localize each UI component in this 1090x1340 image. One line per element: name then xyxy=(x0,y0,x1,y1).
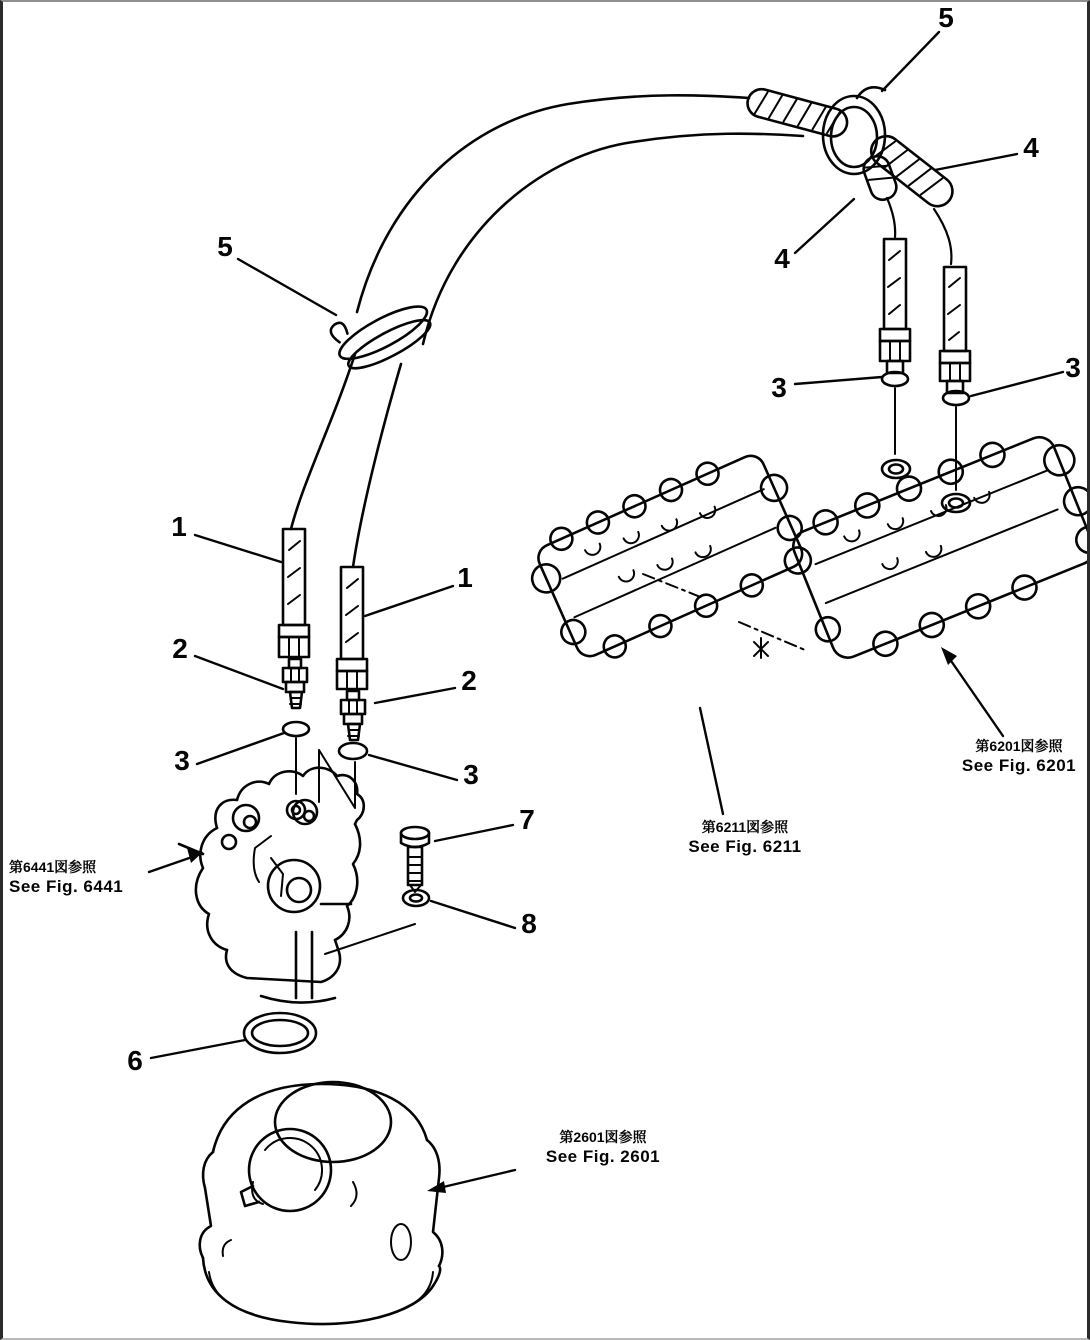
callout-6: 6 xyxy=(127,1045,143,1076)
callout-3-left-b: 3 xyxy=(463,759,479,790)
bolt-7 xyxy=(401,827,429,892)
hose-end-left-2 xyxy=(337,567,367,689)
hose-left-drop xyxy=(291,354,401,567)
control-valve-6211 xyxy=(517,436,823,676)
hose-tail-to-left-tube xyxy=(887,198,895,237)
elbow-fitting-left-2 xyxy=(341,691,365,740)
figref-6441 xyxy=(9,858,123,897)
o-ring-6 xyxy=(244,1013,316,1053)
hose-end-right-2 xyxy=(940,267,970,393)
callout-3-right-b: 3 xyxy=(1065,352,1081,383)
callout-8: 8 xyxy=(521,908,537,939)
callout-5-top: 5 xyxy=(938,2,954,33)
centerline-dashdot-2 xyxy=(739,622,805,650)
callout-4-right: 4 xyxy=(1023,132,1039,163)
callout-3-right-a: 3 xyxy=(771,372,787,403)
callout-2-right: 2 xyxy=(461,665,477,696)
callout-1-left: 1 xyxy=(171,511,187,542)
housing-2601 xyxy=(200,1082,443,1324)
figref-6201-en: See Fig. 6201 xyxy=(961,756,1077,776)
callout-1-right: 1 xyxy=(457,562,473,593)
figref-6211-en: See Fig. 6211 xyxy=(688,837,802,857)
figref-2601-en: See Fig. 2601 xyxy=(545,1147,661,1167)
hose-end-left-1 xyxy=(279,529,309,657)
hose-spiral-wrap-top xyxy=(744,86,850,139)
swivel-joint-6441 xyxy=(179,768,415,1003)
o-ring-left-1 xyxy=(283,722,309,736)
centerline-dashdot-1 xyxy=(643,574,703,598)
o-ring-left-2 xyxy=(339,743,367,759)
valve-port-1 xyxy=(882,460,910,478)
figref-6201-jp: 第6201図参照 xyxy=(975,738,1063,754)
leader-fig6201 xyxy=(941,647,1003,736)
elbow-fitting-left-1 xyxy=(283,659,307,708)
figref-6441-en: See Fig. 6441 xyxy=(9,877,124,897)
hose-clamp-left xyxy=(326,283,438,378)
figref-6211-jp: 第6211図参照 xyxy=(701,819,789,835)
washer-8 xyxy=(403,890,429,906)
callout-7: 7 xyxy=(519,804,535,835)
hose-tail-to-right-tube xyxy=(934,209,951,264)
figref-6211 xyxy=(688,818,801,857)
figref-2601-jp: 第2601図参照 xyxy=(559,1129,647,1145)
figref-2601 xyxy=(546,1128,660,1167)
leader-fig6441 xyxy=(149,848,203,872)
callout-leaders xyxy=(151,32,1063,1058)
asterisk-mark xyxy=(754,638,768,658)
callout-5-left: 5 xyxy=(217,231,233,262)
control-valve-6201 xyxy=(772,415,1090,678)
callout-3-left-a: 3 xyxy=(174,745,190,776)
callout-4-left: 4 xyxy=(774,243,790,274)
callout-2-left: 2 xyxy=(172,633,188,664)
leader-fig6211 xyxy=(700,708,723,814)
figref-6441-jp: 第6441図参照 xyxy=(9,859,97,875)
hose-end-right-1 xyxy=(880,239,910,373)
figref-6201 xyxy=(962,737,1076,776)
